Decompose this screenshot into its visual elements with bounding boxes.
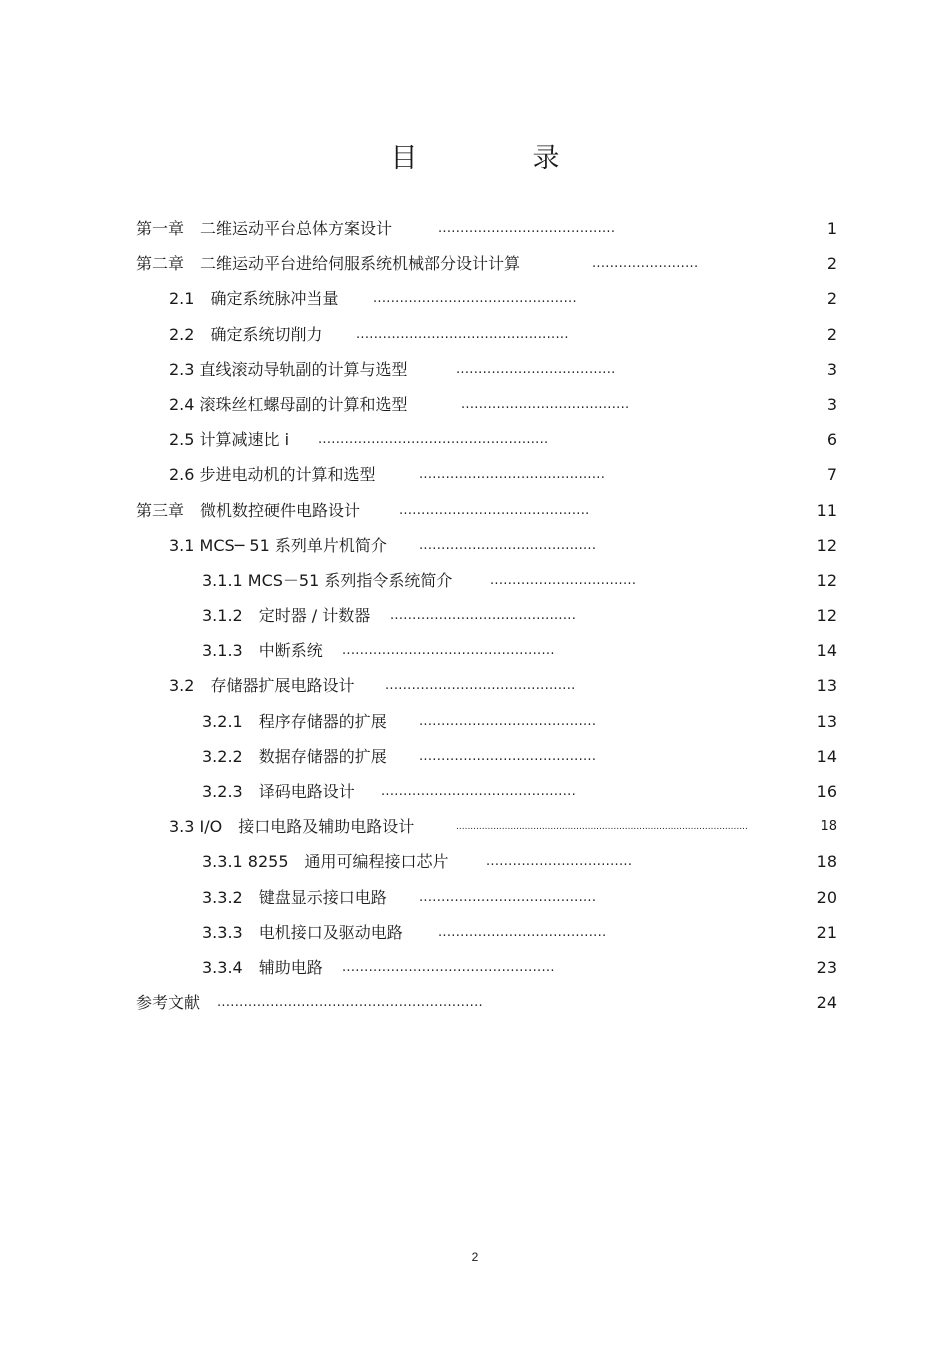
toc-entry-leader-dots: ...................................................................................................... — [456, 822, 748, 833]
toc-entry-label: 2.1 确定系统脉冲当量 — [169, 289, 339, 309]
toc-entry-label: 3.1.3 中断系统 — [202, 641, 323, 661]
toc-entry-label: 3.1 MCS─ 51 系列单片机简介 — [169, 535, 387, 555]
toc-entry-label: 3.2.1 程序存储器的扩展 — [202, 711, 387, 731]
toc-entry-page: 14 — [816, 746, 837, 766]
table-of-contents — [0, 211, 950, 1020]
toc-entry-leader-dots: ........................................ — [419, 748, 597, 764]
toc-entry-leader-dots: ........................................ — [438, 221, 616, 236]
toc-entry[interactable] — [0, 704, 950, 739]
toc-entry-label: 3.1.1 MCS－51 系列指令系统简介 — [202, 570, 453, 590]
toc-entry-page: 12 — [816, 535, 837, 555]
toc-entry[interactable] — [0, 844, 950, 879]
toc-entry[interactable] — [0, 317, 950, 352]
toc-entry[interactable] — [0, 528, 950, 563]
toc-entry-page: 2 — [826, 254, 837, 274]
toc-entry-leader-dots: ........................ — [592, 256, 699, 272]
toc-entry-leader-dots: ........................................ — [419, 713, 597, 729]
toc-entry[interactable] — [0, 880, 950, 915]
toc-entry-page: 1 — [826, 219, 837, 238]
toc-entry-label: 3.3 I/O 接口电路及辅助电路设计 — [169, 817, 415, 837]
toc-entry-label: 第三章 微机数控硬件电路设计 — [136, 500, 361, 520]
toc-entry[interactable] — [0, 457, 950, 492]
toc-entry-page: 2 — [826, 289, 837, 309]
toc-entry-leader-dots: ........................................... — [399, 502, 590, 518]
toc-entry-leader-dots: ................................. — [490, 572, 637, 588]
toc-entry[interactable] — [0, 950, 950, 985]
toc-entry-leader-dots: ............................................................ — [217, 995, 483, 1011]
toc-entry[interactable] — [0, 563, 950, 598]
toc-entry[interactable] — [0, 422, 950, 457]
toc-entry-leader-dots: ................................................ — [356, 326, 569, 342]
toc-entry[interactable] — [0, 281, 950, 316]
toc-entry[interactable] — [0, 598, 950, 633]
toc-entry[interactable] — [0, 915, 950, 950]
toc-entry-page: 7 — [826, 465, 837, 485]
toc-entry-page: 18 — [816, 852, 837, 872]
toc-entry-page: 20 — [816, 887, 837, 907]
toc-entry-leader-dots: ................................................ — [342, 643, 555, 659]
toc-entry-page: 13 — [816, 676, 837, 696]
toc-entry[interactable] — [0, 211, 950, 246]
toc-entry-label: 3.3.4 辅助电路 — [202, 957, 323, 977]
toc-entry[interactable] — [0, 387, 950, 422]
toc-entry-leader-dots: ............................................ — [381, 784, 577, 799]
toc-entry[interactable] — [0, 739, 950, 774]
toc-entry-page: 23 — [816, 957, 837, 977]
toc-entry-leader-dots: .......................................... — [419, 467, 606, 483]
toc-entry-leader-dots: ........................................... — [385, 678, 576, 694]
toc-entry-page: 6 — [826, 430, 837, 450]
toc-entry-leader-dots: ...................................... — [438, 924, 607, 940]
toc-entry-label: 第二章 二维运动平台进给伺服系统机械部分设计计算 — [136, 254, 521, 274]
toc-entry-label: 3.2 存储器扩展电路设计 — [169, 676, 355, 696]
toc-entry-label: 3.2.3 译码电路设计 — [202, 782, 355, 801]
toc-entry[interactable] — [0, 493, 950, 528]
toc-entry-page: 24 — [816, 993, 837, 1013]
toc-entry-leader-dots: .................................... — [456, 361, 616, 377]
toc-entry-page: 12 — [816, 570, 837, 590]
toc-entry-leader-dots: ................................. — [486, 854, 633, 870]
toc-entry-leader-dots: ...................................... — [461, 396, 630, 412]
toc-entry-page: 13 — [816, 711, 837, 731]
toc-entry-leader-dots: .............................................. — [373, 291, 577, 307]
toc-entry-label: 2.3 直线滚动导轨副的计算与选型 — [169, 359, 408, 379]
toc-entry-page: 14 — [816, 641, 837, 661]
page-number: 2 — [471, 1250, 479, 1264]
toc-entry-page: 3 — [826, 394, 837, 414]
toc-entry-label: 2.2 确定系统切削力 — [169, 324, 323, 344]
toc-entry-label: 3.1.2 定时器 / 计数器 — [202, 606, 371, 626]
toc-entry-page: 21 — [816, 922, 837, 942]
toc-entry-leader-dots: ........................................ — [419, 889, 597, 905]
toc-entry-label: 3.3.1 8255 通用可编程接口芯片 — [202, 852, 449, 872]
toc-entry-leader-dots: ................................................ — [342, 959, 555, 975]
toc-entry-label: 2.5 计算减速比 i — [169, 430, 290, 450]
toc-entry-page: 12 — [816, 606, 837, 626]
toc-entry-label: 3.3.3 电机接口及驱动电路 — [202, 922, 403, 942]
toc-entry-page: 2 — [826, 324, 837, 344]
toc-entry-leader-dots: ........................................ — [419, 537, 597, 553]
toc-entry[interactable] — [0, 774, 950, 809]
toc-entry-leader-dots: .......................................... — [390, 608, 577, 624]
toc-entry-label: 3.2.2 数据存储器的扩展 — [202, 746, 387, 766]
toc-title: 目 录 — [390, 143, 604, 174]
toc-entry-page: 11 — [816, 500, 837, 520]
toc-entry-label: 3.3.2 键盘显示接口电路 — [202, 887, 387, 907]
toc-entry-label: 参考文献 — [136, 993, 201, 1013]
toc-entry[interactable] — [0, 809, 950, 844]
toc-entry-label: 2.6 步进电动机的计算和选型 — [169, 465, 376, 485]
toc-entry[interactable] — [0, 246, 950, 281]
toc-entry[interactable] — [0, 985, 950, 1020]
toc-entry[interactable] — [0, 668, 950, 703]
toc-entry-page: 3 — [826, 359, 837, 379]
toc-entry-page: 18 — [820, 819, 837, 835]
toc-entry[interactable] — [0, 352, 950, 387]
toc-entry-label: 2.4 滚珠丝杠螺母副的计算和选型 — [169, 394, 408, 414]
toc-entry-page: 16 — [816, 782, 837, 801]
toc-entry[interactable] — [0, 633, 950, 668]
toc-entry-leader-dots: .................................................... — [318, 432, 549, 448]
toc-entry-label: 第一章 二维运动平台总体方案设计 — [136, 219, 393, 238]
